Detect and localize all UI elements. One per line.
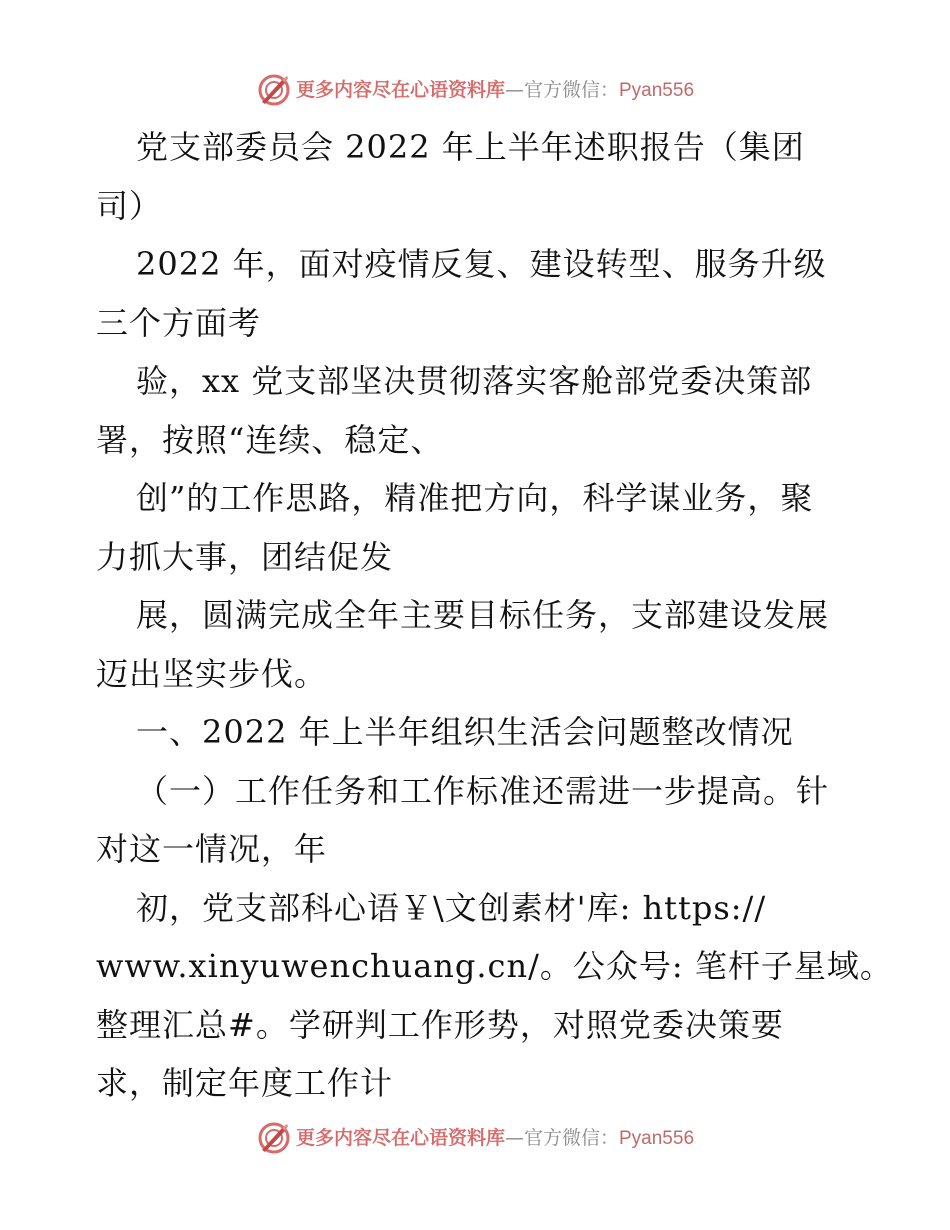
- banner-wechat-label: 官方微信：: [523, 1126, 619, 1149]
- banner-site-name: 更多内容尽在心语资料库: [295, 78, 505, 101]
- paragraph-line: www.xinyuwenchuang.cn/。公众号: 笔杆子星域。: [96, 947, 893, 985]
- paragraph-line: 对这一情况，年: [96, 830, 328, 868]
- paragraph-line: 求，制定年度工作计: [96, 1064, 394, 1102]
- paragraph-line: 力抓大事，团结促发: [96, 537, 394, 576]
- document-body: [96, 118, 893, 1113]
- document-title-line-1: 党支部委员会 2022 年上半年述职报告（集团: [136, 128, 805, 166]
- paragraph-line: 三个方面考: [96, 303, 262, 342]
- banner-dash: —: [504, 78, 524, 101]
- document-title-line-2: 司）: [96, 186, 163, 225]
- paragraph-line: 整理汇总#。学研判工作形势，对照党委决策要: [96, 1005, 784, 1044]
- banner-text: [295, 1126, 695, 1149]
- paragraph-line: 创”的工作思路，精准把方向，科学谋业务，聚: [136, 479, 814, 517]
- paragraph-line: 初，党支部科心语￥\文创素材'库: https://: [136, 888, 767, 927]
- banner-dash: —: [504, 1126, 524, 1149]
- footer-watermark-banner: [0, 1116, 950, 1160]
- banner-site-name: 更多内容尽在心语资料库: [295, 1126, 505, 1149]
- banner-text: [295, 78, 695, 101]
- paragraph-line: 展，圆满完成全年主要目标任务，支部建设发展: [136, 596, 830, 634]
- banner-wechat-id: Pyan556: [619, 79, 695, 101]
- banner-wechat-id: Pyan556: [619, 1127, 695, 1149]
- banner-wechat-label: 官方微信：: [523, 78, 619, 101]
- section-heading: 一、2022 年上半年组织生活会问题整改情况: [136, 713, 794, 751]
- header-watermark-banner: [0, 68, 950, 112]
- paragraph-line: 验，xx 党支部坚决贯彻落实客舱部党委决策部: [136, 362, 813, 400]
- paragraph-line: 署，按照“连续、稳定、: [96, 420, 444, 459]
- paragraph-line: （一）工作任务和工作标准还需进一步提高。针: [136, 771, 830, 810]
- paragraph-line: 2022 年，面对疫情反复、建设转型、服务升级: [136, 245, 827, 283]
- quill-pen-logo-icon: [256, 1120, 292, 1156]
- paragraph-line: 迈出坚实步伐。: [96, 654, 328, 693]
- quill-pen-logo-icon: [256, 72, 292, 108]
